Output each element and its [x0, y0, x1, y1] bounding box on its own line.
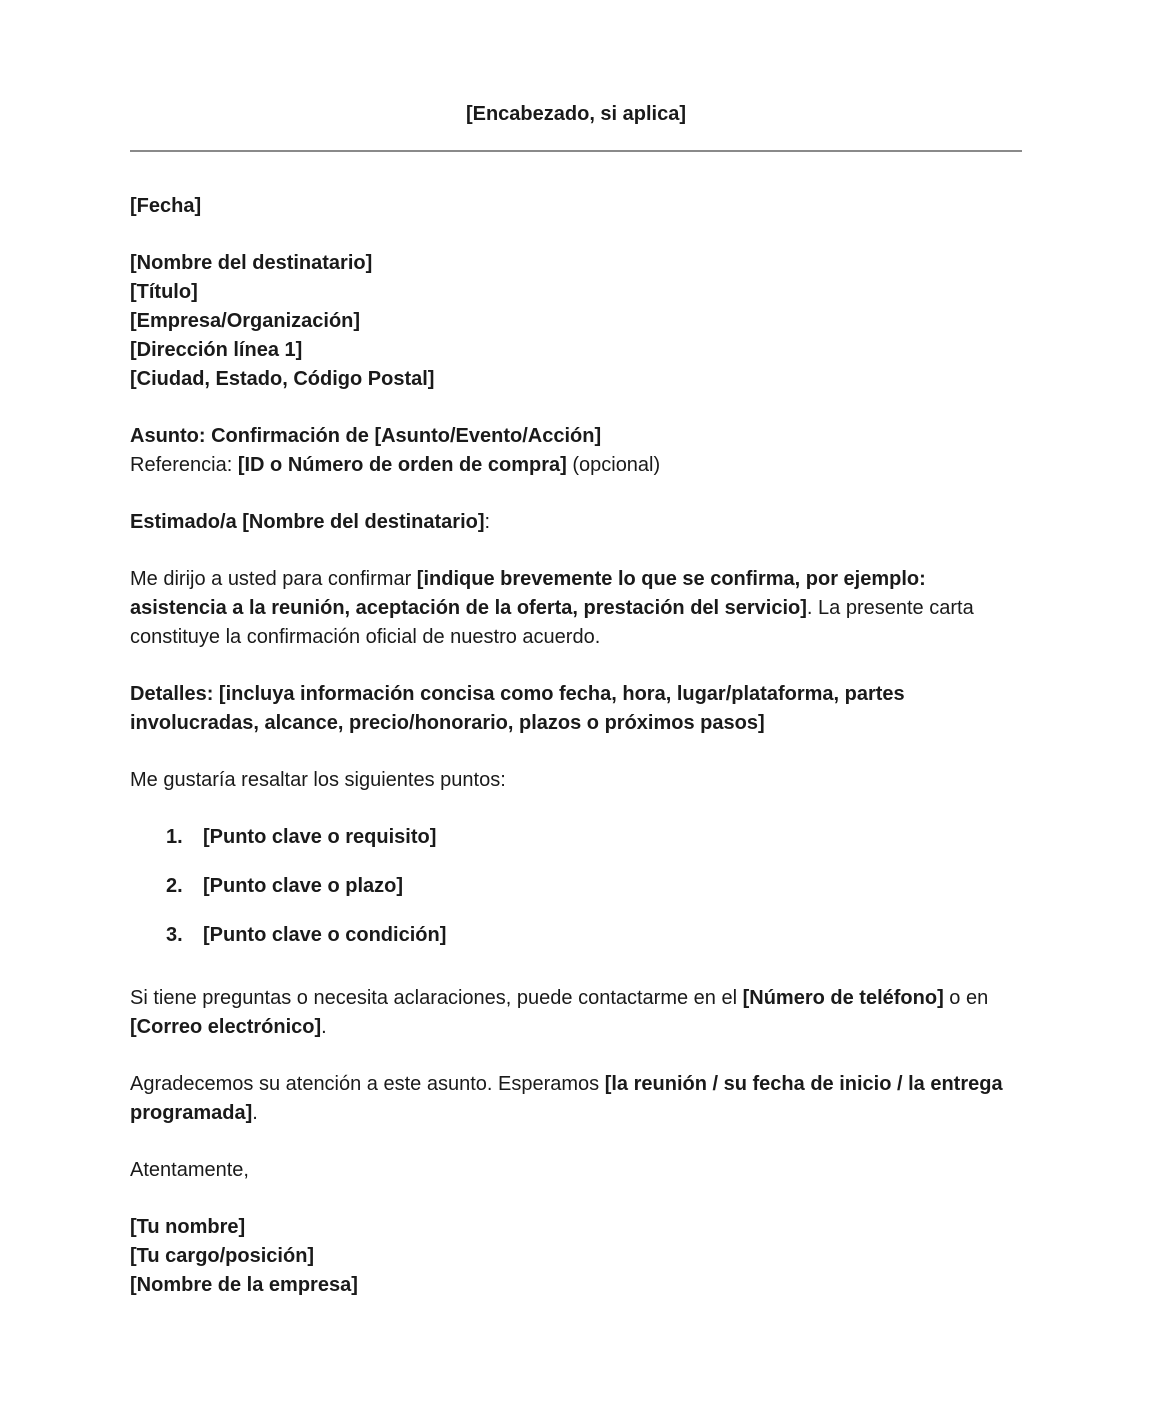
recipient-title: [Título]	[130, 281, 198, 303]
recipient-city-state-zip: [Ciudad, Estado, Código Postal]	[130, 368, 435, 390]
reference-value-placeholder: [ID o Número de orden de compra]	[237, 454, 567, 476]
subject-reference-block	[130, 422, 1022, 480]
list-item-key-point-3: [Punto clave o condición]	[203, 924, 447, 946]
list-item-key-point-2: [Punto clave o plazo]	[203, 875, 404, 897]
thanks-text: Agradecemos su atención a este asunto. Esperamos	[130, 1073, 605, 1095]
paragraph-thanks	[130, 1070, 1022, 1128]
recipient-address-line1: [Dirección línea 1]	[130, 339, 303, 361]
phone-placeholder: [Número de teléfono]	[742, 987, 944, 1009]
reference-line	[130, 451, 1022, 480]
salutation-placeholder: Estimado/a [Nombre del destinatario]	[130, 511, 485, 533]
awaited-event-placeholder: [la reunión / su fecha de inicio / la entrega programada]	[130, 1073, 1003, 1124]
closing-line: Atentamente,	[130, 1159, 249, 1181]
email-placeholder: [Correo electrónico]	[130, 1016, 322, 1038]
reference-label: Referencia:	[130, 454, 238, 476]
paragraph-contact	[130, 984, 1022, 1042]
paragraph-confirmation	[130, 565, 1022, 652]
signature-name: [Tu nombre]	[130, 1216, 246, 1238]
contact-text: Si tiene preguntas o necesita aclaraciones, puede contactarme en el	[130, 987, 743, 1009]
contact-conjunction: o en	[943, 987, 989, 1009]
confirmation-closing-text: . La presente carta constituye la confirmación oficial de nuestro acuerdo.	[130, 597, 974, 648]
confirmation-text: Me dirijo a usted para confirmar	[130, 568, 417, 590]
signature-block	[130, 1213, 1022, 1300]
salutation-colon: :	[484, 511, 491, 533]
signature-role: [Tu cargo/posición]	[130, 1245, 315, 1267]
recipient-block	[130, 249, 1022, 394]
date-placeholder: [Fecha]	[130, 195, 202, 217]
subject-line: Asunto: Confirmación de [Asunto/Evento/Acción]	[130, 425, 602, 447]
letter-header-placeholder: [Encabezado, si aplica]	[465, 103, 687, 125]
paragraph-points-intro: Me gustaría resaltar los siguientes puntos:	[130, 769, 506, 791]
paragraph-details: Detalles: [incluya información concisa como fecha, hora, lugar/plataforma, partes involucradas, alcance, precio/honorario, plazos o próximos pasos]	[130, 683, 905, 734]
confirmation-placeholder: [indique brevemente lo que se confirma, por ejemplo: asistencia a la reunión, aceptación de la oferta, prestación del servicio]	[130, 568, 926, 619]
list-item-key-point-1: [Punto clave o requisito]	[203, 826, 437, 848]
key-points-list	[130, 823, 1022, 950]
header-divider	[130, 150, 1022, 152]
recipient-company: [Empresa/Organización]	[130, 310, 361, 332]
reference-optional-note: (opcional)	[566, 454, 661, 476]
salutation-line	[130, 508, 1022, 537]
signature-company: [Nombre de la empresa]	[130, 1274, 358, 1296]
thanks-period: .	[252, 1102, 258, 1124]
recipient-name: [Nombre del destinatario]	[130, 252, 373, 274]
contact-period: .	[321, 1016, 327, 1038]
